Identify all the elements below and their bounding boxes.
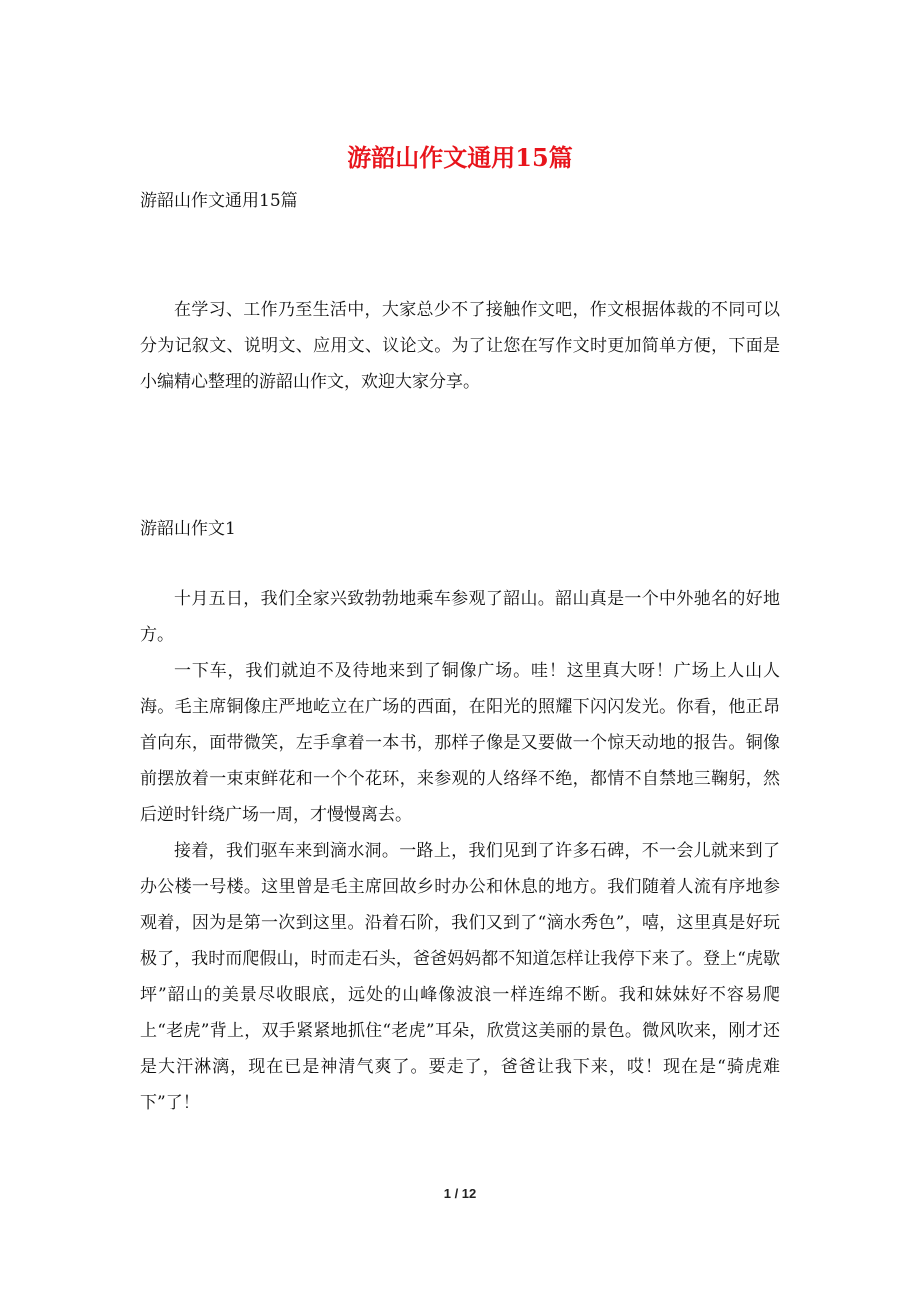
essay-body [140,581,780,1121]
intro-paragraph: 在学习、工作乃至生活中，大家总少不了接触作文吧，作文根据体裁的不同可以分为记叙文、说明文、应用文、议论文。为了让您在写作文时更加简单方便，下面是小编精心整理的游韶山作文，欢迎大家分享。 [140,300,780,392]
essay-paragraph-2: 一下车，我们就迫不及待地来到了铜像广场。哇！这里真大呀！广场上人山人海。毛主席铜像庄严地屹立在广场的西面，在阳光的照耀下闪闪发光。你看，他正昂首向东，面带微笑，左手拿着一本书，那样子像是又要做一个惊天动地的报告。铜像前摆放着一束束鲜花和一个个花环，来参观的人络绎不绝，都情不自禁地三鞠躬，然后逆时针绕广场一周，才慢慢离去。 [140,661,780,825]
document-subtitle: 游韶山作文通用15篇 [140,191,298,211]
document-title: 游韶山作文通用15篇 [347,143,573,172]
section-heading: 游韶山作文1 [140,519,236,539]
essay-paragraph-1: 十月五日，我们全家兴致勃勃地乘车参观了韶山。韶山真是一个中外驰名的好地方。 [140,589,780,645]
page-number: 1 / 12 [443,1186,477,1201]
essay-paragraph-3: 接着，我们驱车来到滴水洞。一路上，我们见到了许多石碑，不一会儿就来到了办公楼一号楼。这里曾是毛主席回故乡时办公和休息的地方。我们随着人流有序地参观着，因为是第一次到这里。沿着石阶，我们又到了“滴水秀色”，嘻，这里真是好玩极了，我时而爬假山，时而走石头，爸爸妈妈都不知道怎样让我停下来了。登上“虎歇坪”韶山的美景尽收眼底，远处的山峰像波浪一样连绵不断。我和妹妹好不容易爬上“老虎”背上，双手紧紧地抓住“老虎”耳朵，欣赏这美丽的景色。微风吹来，刚才还是大汗淋漓，现在已是神清气爽了。要走了，爸爸让我下来，哎！现在是“骑虎难下”了！ [140,841,780,1113]
